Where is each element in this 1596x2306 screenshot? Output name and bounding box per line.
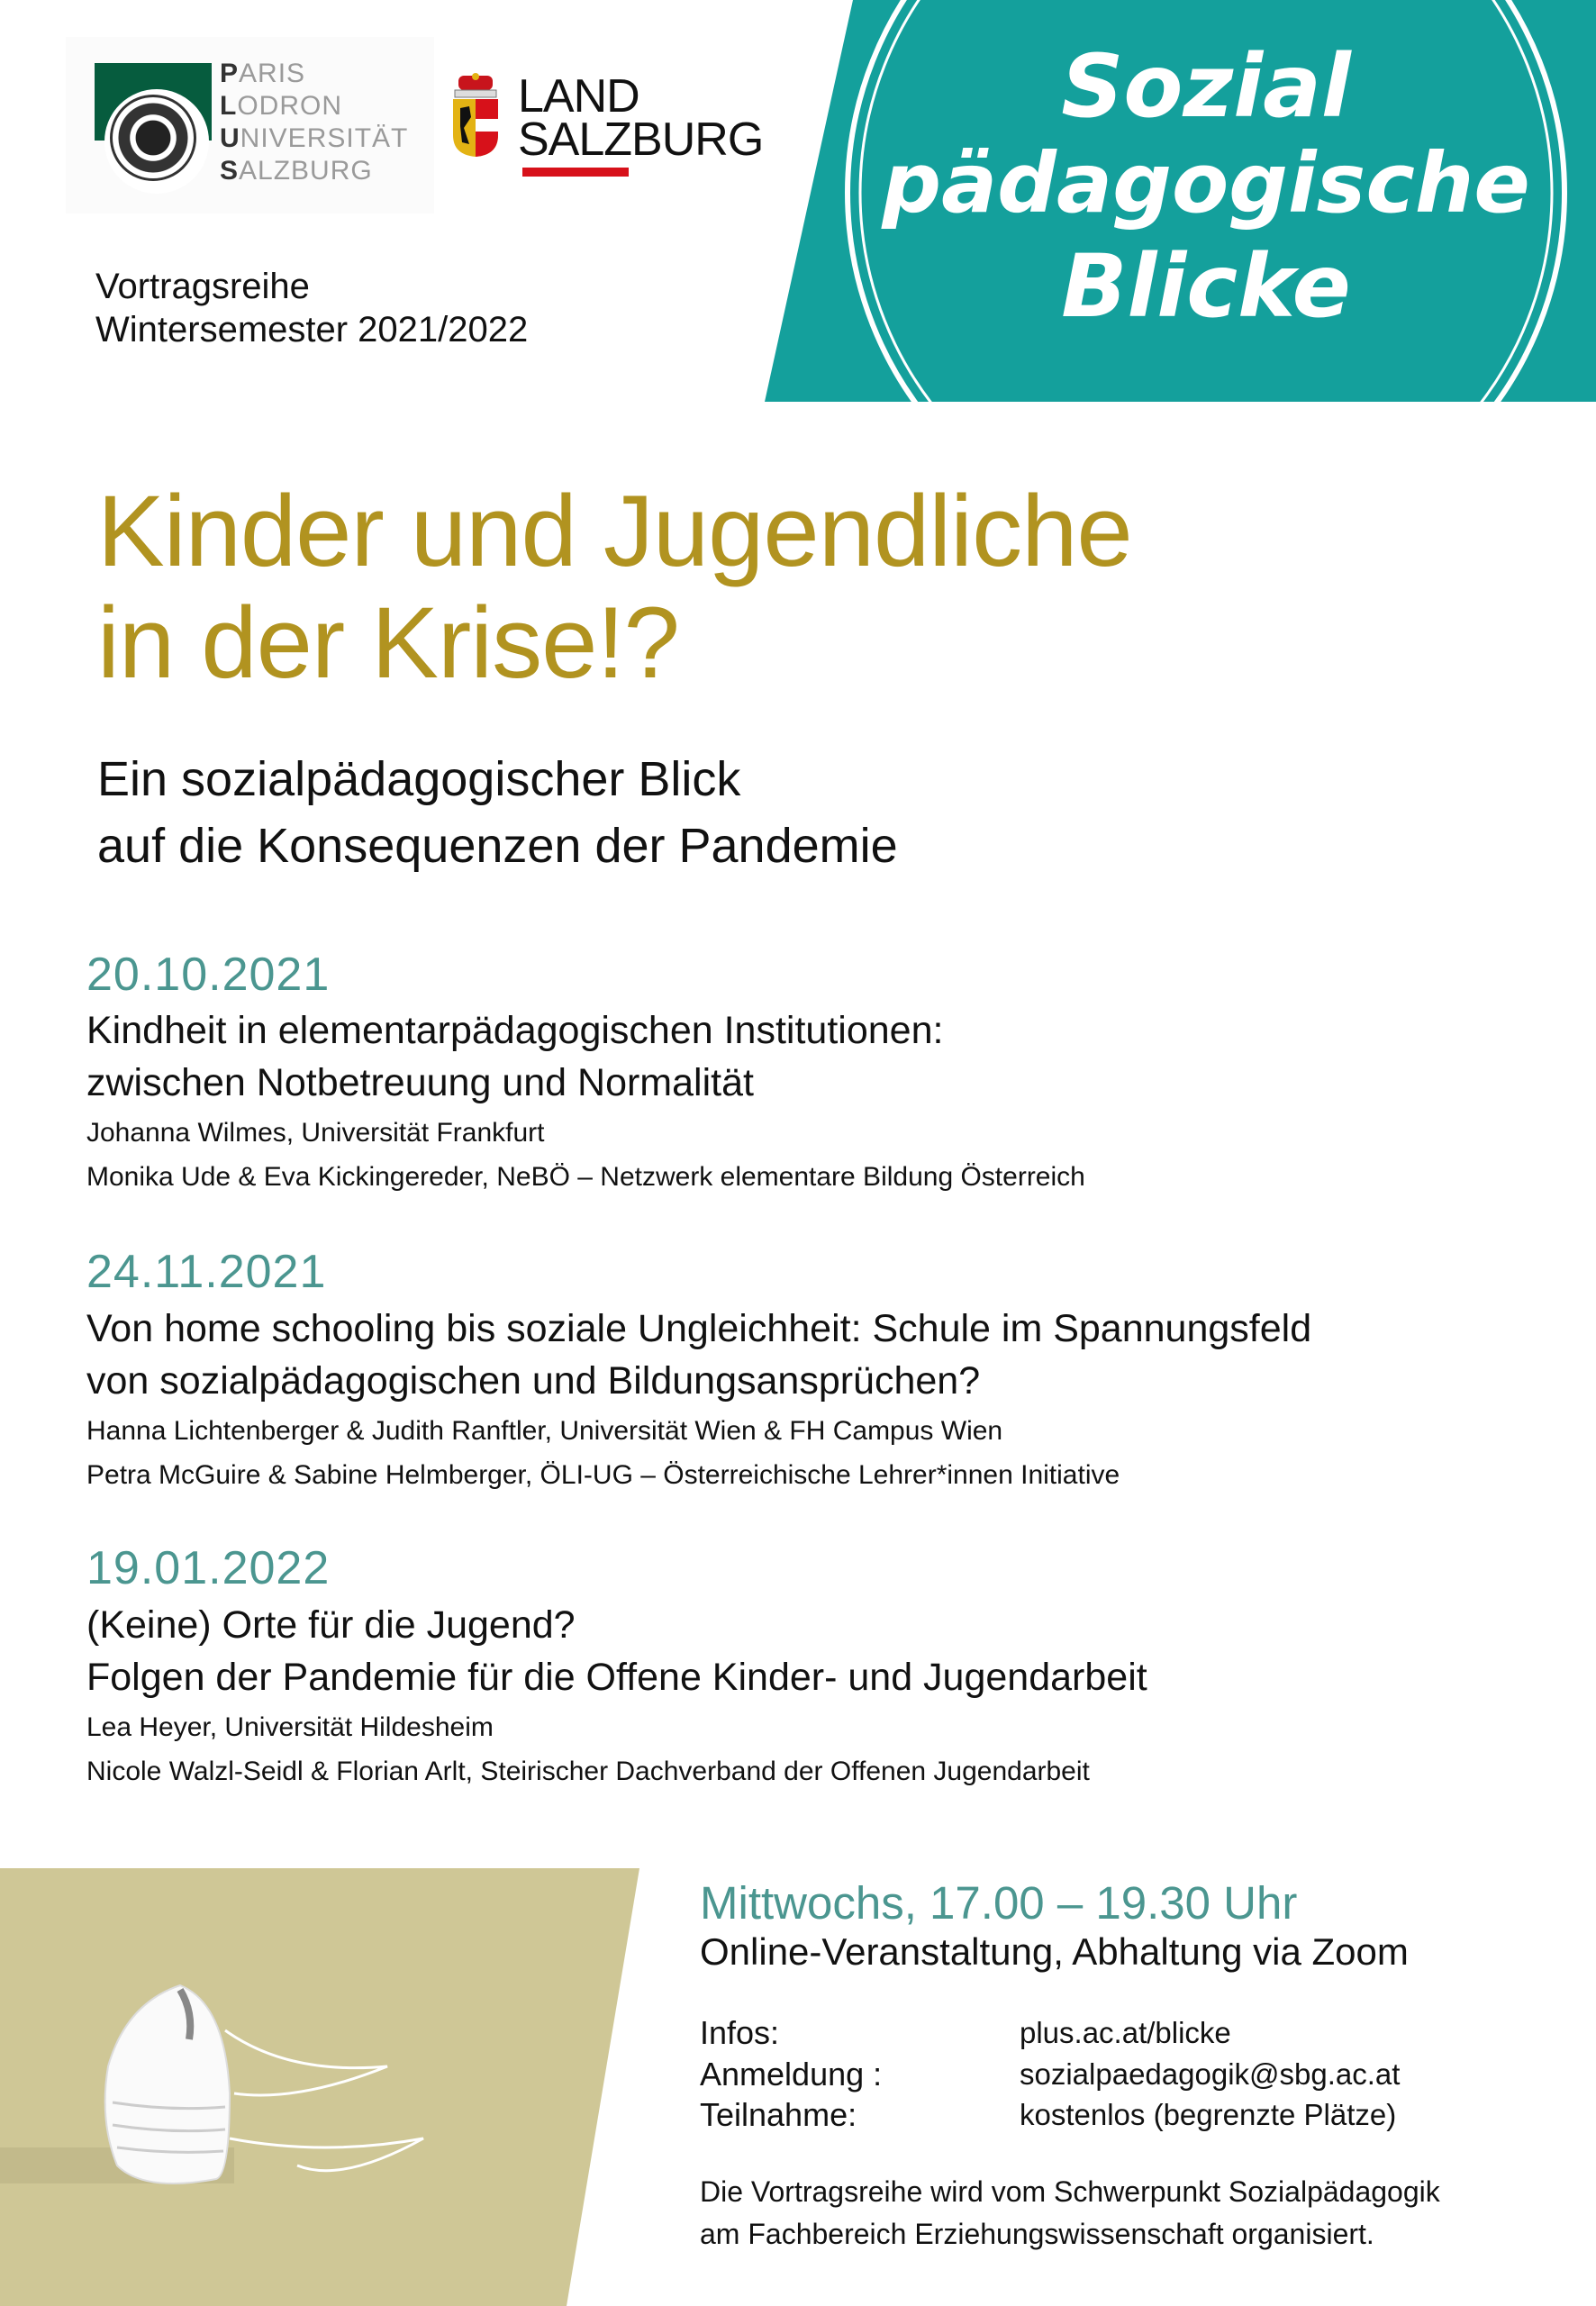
info-link[interactable]: plus.ac.at/blicke (1020, 2016, 1231, 2049)
event-speakers: Johanna Wilmes, Universität Frankfurt Monika Ude & Eva Kickingereder, NeBÖ – Netzwerk elementare Bildung Österreich (86, 1118, 1085, 1192)
plus-line: PARIS (220, 59, 306, 88)
page-title (97, 476, 1132, 699)
plus-line: SALZBURG (220, 156, 373, 186)
series-label: Vortragsreihe (95, 267, 310, 306)
event-title: (Keine) Orte für die Jugend? Folgen der Pandemie für die Offene Kinder- und Jugendarbeit (86, 1603, 1147, 1699)
plus-line: LODRON (220, 91, 342, 121)
event-speakers: Hanna Lichtenberger & Judith Ranftler, Universität Wien & FH Campus Wien Petra McGuire & Sabine Helmberger, ÖLI-UG – Österreichische Lehrer*innen Initiative (86, 1416, 1120, 1490)
organizer-note: Die Vortragsreihe wird vom Schwerpunkt Sozialpädagogik am Fachbereich Erziehungswissenschaft organisiert. (700, 2175, 1440, 2250)
event-date: 19.01.2022 (86, 1542, 331, 1594)
event-date: 20.10.2021 (86, 949, 331, 1001)
title-line: Kinder und Jugendliche (97, 475, 1132, 587)
badge-text-sozial: Sozial (1061, 36, 1351, 137)
event-time: Mittwochs, 17.00 – 19.30 Uhr (700, 1877, 1298, 1929)
participation-label: Teilnahme: (700, 2096, 857, 2133)
land-salzburg-line2: SALZBURG (518, 113, 764, 166)
subtitle-line: auf die Konsequenzen der Pandemie (97, 819, 898, 873)
subtitle (97, 746, 898, 879)
registration-email-link[interactable]: sozialpaedagogik@sbg.ac.at (1020, 2057, 1401, 2091)
event-title: Kindheit in elementarpädagogischen Institutionen: zwischen Notbetreuung und Normalität (86, 1009, 944, 1104)
land-salzburg-line1: LAND (518, 70, 639, 123)
event-speakers: Lea Heyer, Universität Hildesheim Nicole Walzl-Seidl & Florian Arlt, Steirischer Dachverband der Offenen Jugendarbeit (86, 1712, 1090, 1786)
registration-label: Anmeldung : (700, 2056, 883, 2093)
badge-text-blicke: Blicke (1061, 236, 1351, 337)
title-line: in der Krise!? (97, 586, 679, 699)
info-label: Infos: (700, 2014, 780, 2051)
badge-text-paedagogische: pädagogische (882, 135, 1530, 232)
event-format: Online-Veranstaltung, Abhaltung via Zoom (700, 1930, 1409, 1973)
semester-label: Wintersemester 2021/2022 (95, 310, 529, 350)
event-date: 24.11.2021 (86, 1246, 327, 1298)
event-title: Von home schooling bis soziale Ungleichheit: Schule im Spannungsfeld von sozialpädagogischen und Bildungsansprüchen? (86, 1307, 1312, 1403)
subtitle-line: Ein sozialpädagogischer Blick (97, 752, 741, 806)
plus-line: UNIVERSITÄT (220, 123, 409, 153)
mask-illustration-panel (0, 1868, 648, 2306)
participation-value: kostenlos (begrenzte Plätze) (1020, 2098, 1397, 2131)
